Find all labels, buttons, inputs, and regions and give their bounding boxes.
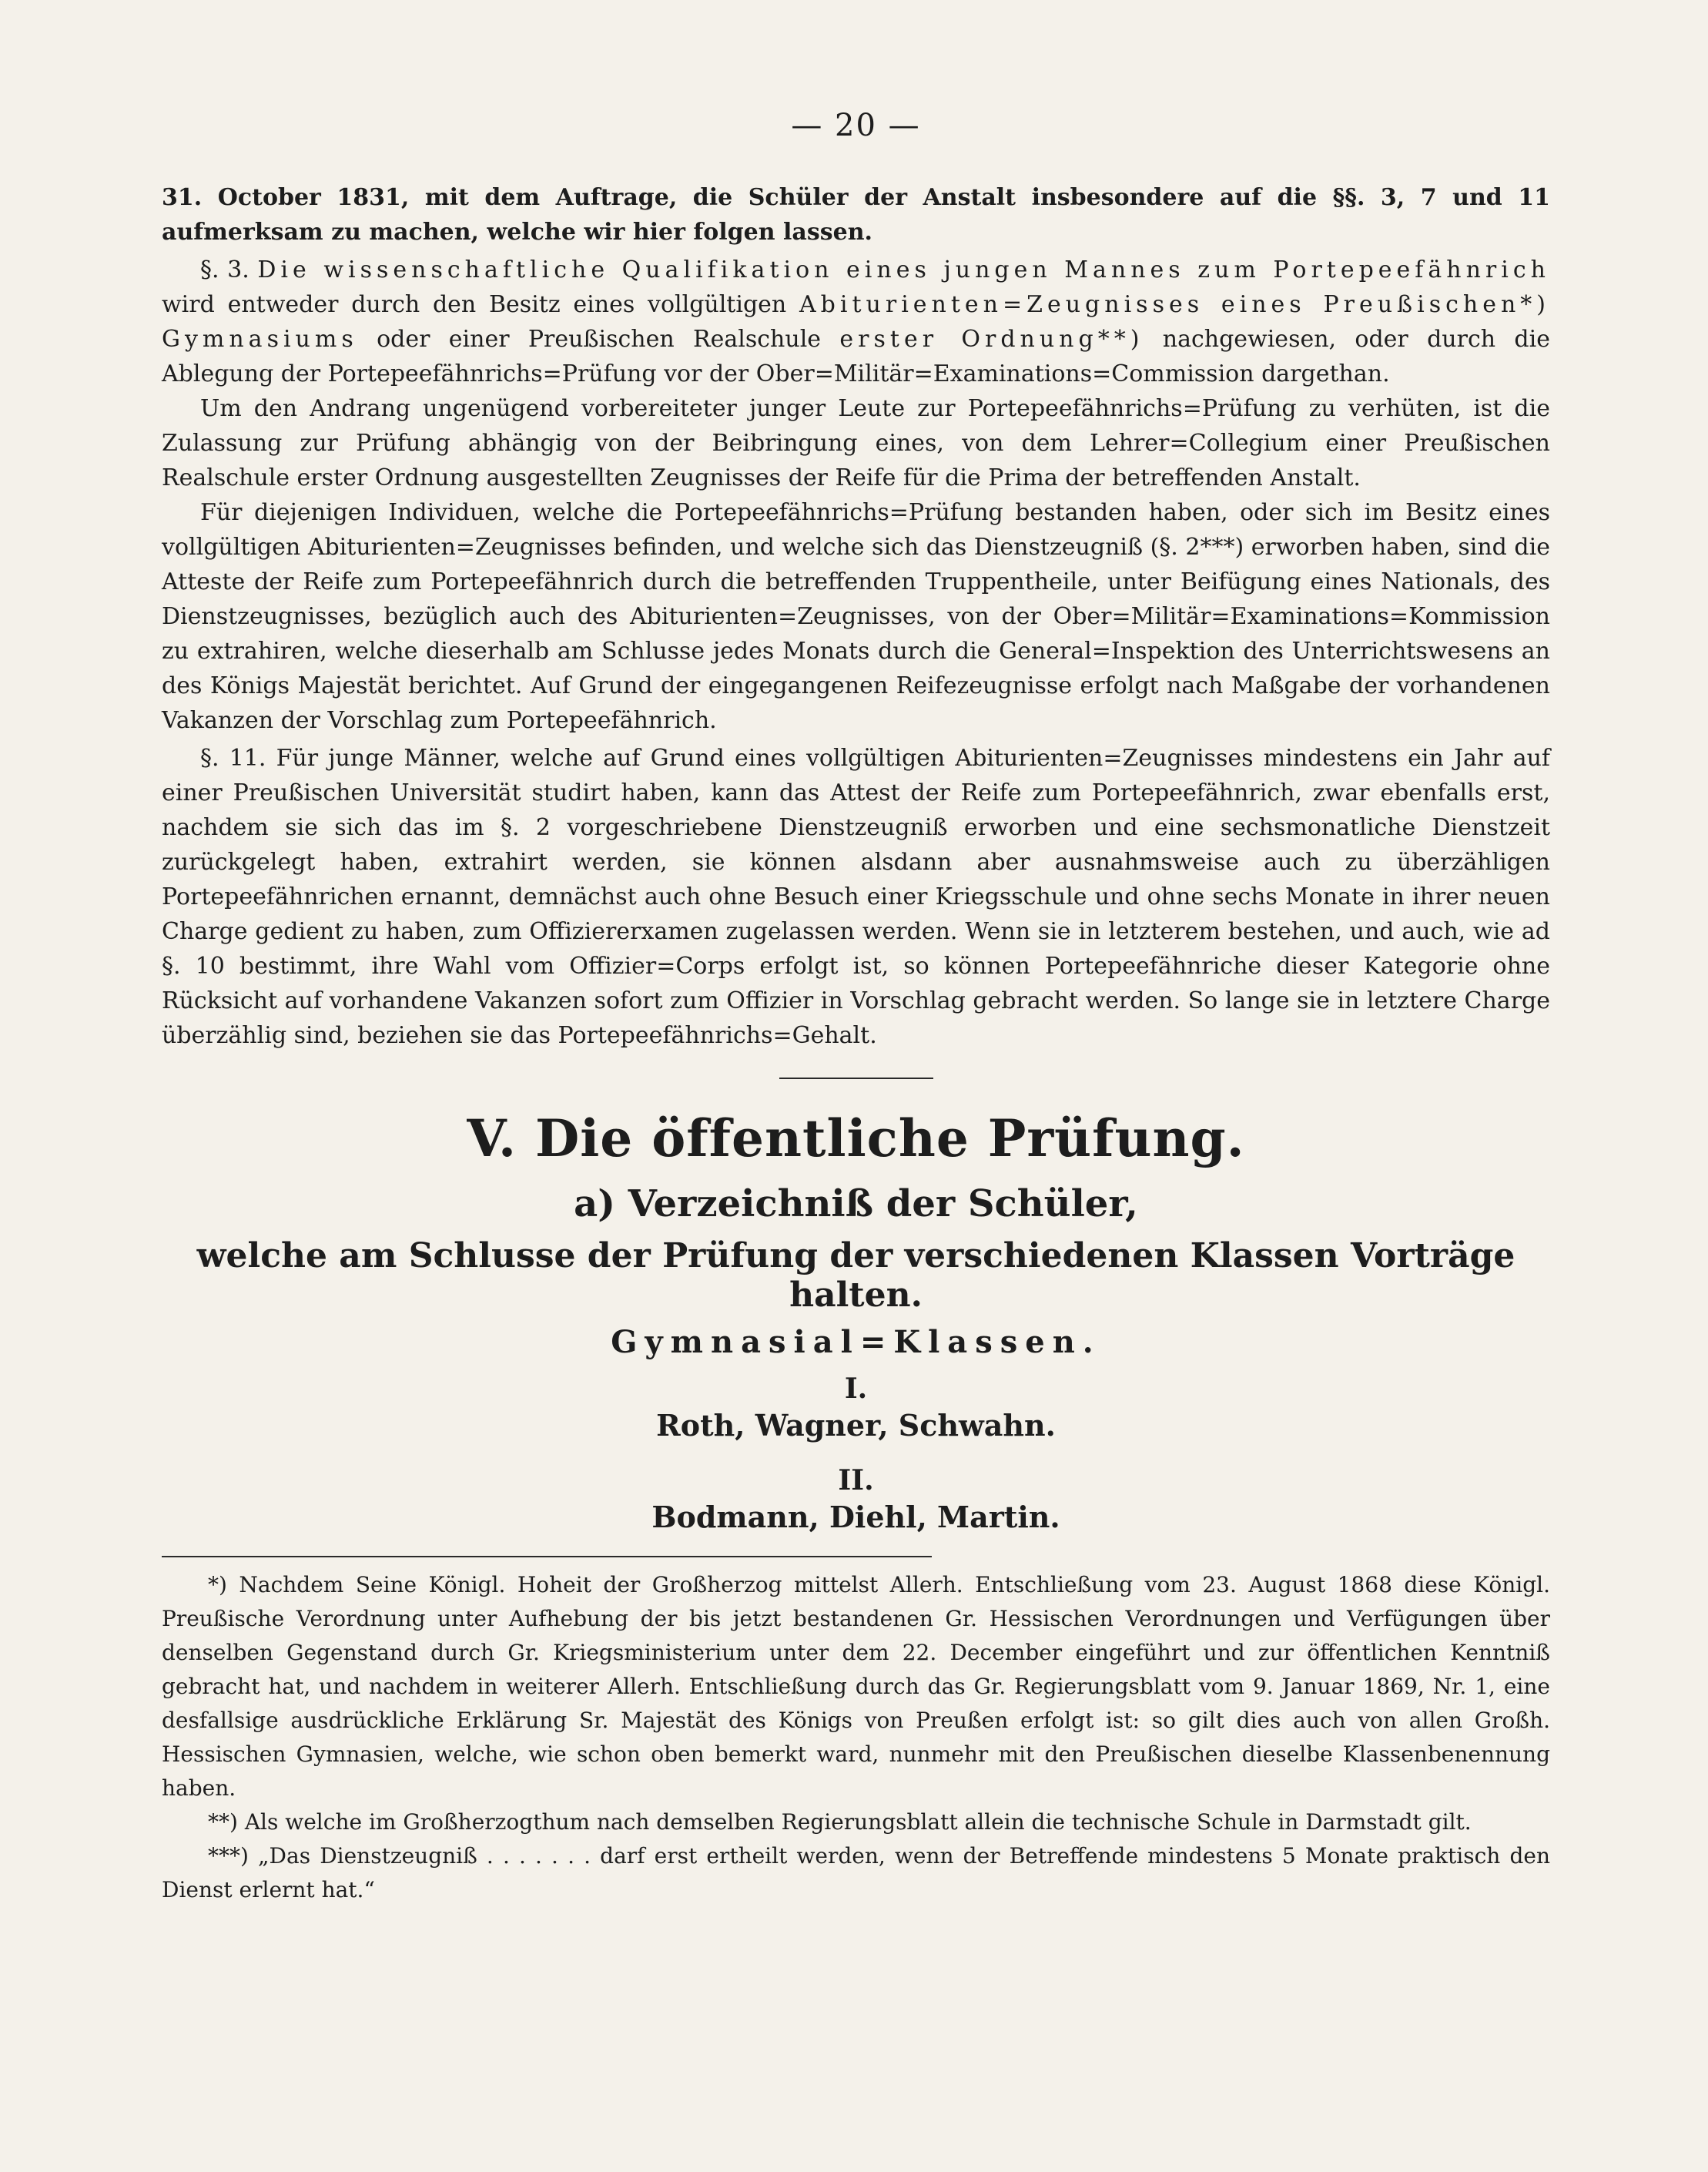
footnote-divider — [162, 1556, 932, 1557]
paragraph-11: §. 11. Für junge Männer, welche auf Grund eines vollgültigen Abiturienten=Zeugnisses mindestens ein Jahr auf einer Preußischen Universität studirt haben, kann das Attest der Reife zum Portepeefähnrich, zwar ebenfalls erst, nachdem sie sich das im §. 2 vorgeschriebene Dienstzeugniß erworben und eine sechsmonatliche Dienstzeit zurückgelegt haben, extrahirt werden, sie können alsdann aber ausnahmsweise auch zu überzähligen Portepeefähnrichen ernannt, demnächst auch ohne Besuch einer Kriegsschule und ohne sechs Monate in ihrer neuen Charge gedient zu haben, zum Offiziererxamen zugelassen werden. Wenn sie in letzterem bestehen, und auch, wie ad §. 10 bestimmt, ihre Wahl vom Offizier=Corps erfolgt ist, so können Portepeefähnriche dieser Kategorie ohne Rücksicht auf vorhandene Vakanzen sofort zum Offizier in Vorschlag gebracht werden. So lange sie in letztere Charge überzählig sind, beziehen sie das Portepeefähnrichs=Gehalt. — [162, 745, 1550, 1049]
intro-line: 31. October 1831, mit dem Auftrage, die Schüler der Anstalt insbesondere auf die §§. 3, 7 und 11 aufmerksam zu machen, welche wir hier folgen lassen. — [162, 184, 1550, 246]
page-number: — 20 — — [791, 108, 921, 143]
class-II-names: Bodmann, Diehl, Martin. — [651, 1500, 1060, 1534]
paragraph-3-spaced-heading: Die wissenschaftliche Qualifikation eines jungen Mannes zum Portepeefähnrich — [257, 256, 1550, 283]
paragraph-3 — [162, 253, 1550, 391]
paragraph-3-prefix: §. 3. — [200, 256, 250, 283]
footnote-1: *) Nachdem Seine Königl. Hoheit der Großherzog mittelst Allerh. Entschließung vom 23. August 1868 diese Königl. Preußische Verordnung unter Aufhebung der bis jetzt bestandenen Gr. Hessischen Verordnungen und Verfügungen über denselben Gegenstand durch Gr. Kriegsministerium unter dem 22. December eingeführt und zur öffentlichen Kenntniß gebracht hat, und nachdem in weiterer Allerh. Entschließung durch das Gr. Regierungsblatt vom 9. Januar 1869, Nr. 1, eine desfallsige ausdrückliche Erklärung Sr. Majestät des Königs von Preußen erfolgt ist: so gilt dies auch von allen Großh. Hessischen Gymnasien, welche, wie schon oben bemerkt ward, nunmehr mit den Preußischen dieselbe Klassenbenennung haben. — [162, 1572, 1550, 1801]
class-II-numeral: II. — [838, 1464, 874, 1497]
class-I-names: Roth, Wagner, Schwahn. — [656, 1408, 1056, 1443]
paragraph-individuen: Für diejenigen Individuen, welche die Portepeefähnrichs=Prüfung bestanden haben, oder sich im Besitz eines vollgültigen Abiturienten=Zeugnisses befinden, und welche sich das Dienstzeugniß (§. 2***) erworben haben, sind die Atteste der Reife zum Portepeefähnrich durch die betreffenden Truppentheile, unter Beifügung eines Nationals, des Dienstzeugnisses, bezüglich auch des Abiturienten=Zeugnisses, von der Ober=Militär=Examinations=Kommission zu extrahiren, welche dieserhalb am Schlusse jedes Monats durch die General=Inspektion des Unterrichtswesens an des Königs Majestät berichtet. Auf Grund der eingegangenen Reifezeugnisse erfolgt nach Maßgabe der vorhandenen Vakanzen der Vorschlag zum Portepeefähnrich. — [162, 499, 1550, 734]
paragraph-3-text-c: oder einer Preußischen Realschule — [377, 326, 822, 353]
paragraph-3-text-a: wird entweder durch den Besitz eines vollgültigen — [162, 291, 787, 318]
class-heading: Gymnasial=Klassen. — [611, 1324, 1101, 1360]
footnote-2: **) Als welche im Großherzogthum nach demselben Regierungsblatt allein die technische Schule in Darmstadt gilt. — [208, 1809, 1472, 1835]
paragraph-3-spaced-b: Abiturienten=Zeugnisses eines Preußischen*) Gymnasiums — [162, 291, 1550, 353]
section-divider — [779, 1078, 933, 1079]
class-I-numeral: I. — [844, 1373, 868, 1405]
sub-sub-heading: welche am Schlusse der Prüfung der verschiedenen Klassen Vorträge halten. — [196, 1236, 1515, 1315]
paragraph-3-spaced-d: erster Ordnung**) — [839, 326, 1144, 353]
paragraph-andrang: Um den Andrang ungenügend vorbereiteter junger Leute zur Portepeefähnrichs=Prüfung zu verhüten, ist die Zulassung zur Prüfung abhängig von der Beibringung eines, von dem Lehrer=Collegium einer Preußischen Realschule erster Ordnung ausgestellten Zeugnisses der Reife für die Prima der betreffenden Anstalt. — [162, 395, 1550, 491]
paragraph-3-text-e: nachgewiesen, oder durch die Ablegung der Portepeefähnrichs=Prüfung vor der Ober=Militär=Examinations=Commission dargethan. — [162, 326, 1550, 387]
footnote-3: ***) „Das Dienstzeugniß . . . . . . . darf erst ertheilt werden, wenn der Betreffende mindestens 5 Monate praktisch den Dienst erlernt hat.“ — [162, 1843, 1550, 1902]
section-title: V. Die öffentliche Prüfung. — [467, 1108, 1245, 1168]
sub-heading: a) Verzeichniß der Schüler, — [574, 1182, 1138, 1225]
